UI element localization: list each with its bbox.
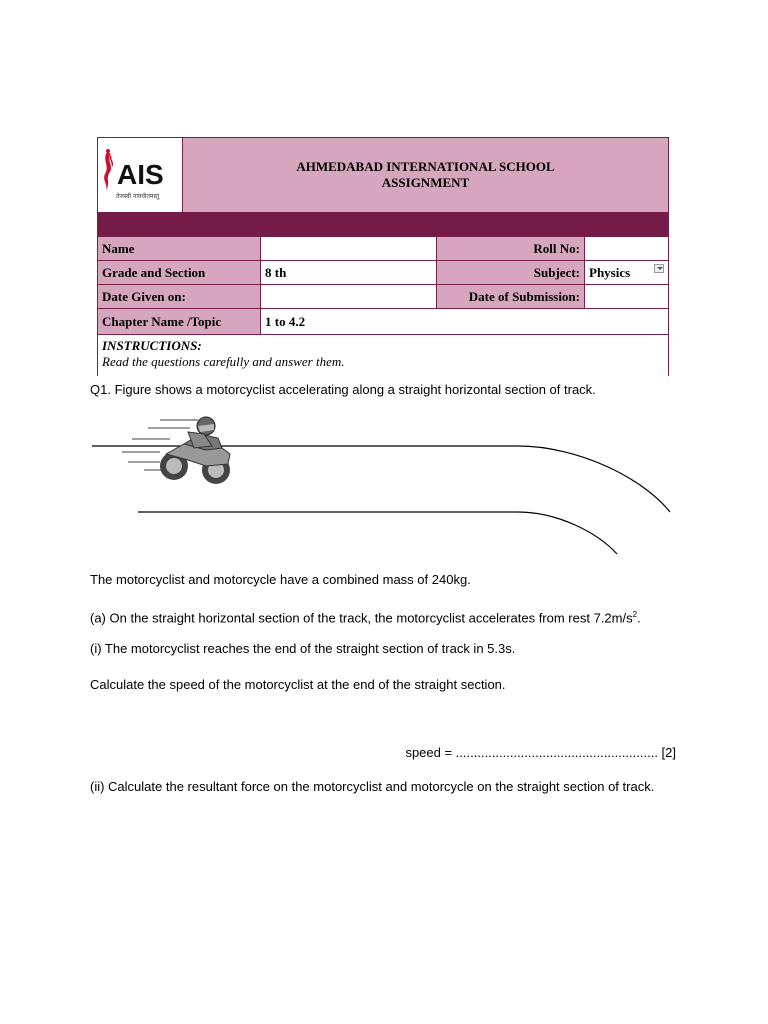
document-type: ASSIGNMENT [381,175,470,190]
name-label: Name [98,237,261,261]
header-band [98,212,668,237]
roll-label: Roll No: [437,237,585,261]
school-title [183,138,668,212]
instructions-box [98,335,668,377]
ais-flame-logo [98,138,183,212]
row-grade [98,261,668,285]
speed-answer-line[interactable]: speed = ........................................................ [2] [405,745,676,760]
part-a-suffix: . [637,610,641,626]
date-given-label: Date Given on: [98,285,261,309]
svg-text:AIS: AIS [117,159,164,190]
subject-select[interactable] [585,261,668,285]
row-date [98,285,668,309]
name-field[interactable] [261,237,437,261]
part-i: (i) The motorcyclist reaches the end of the straight section of track in 5.3s. [90,641,516,656]
dropdown-arrow-icon[interactable] [654,264,664,273]
mass-statement: The motorcyclist and motorcycle have a combined mass of 240kg. [90,572,471,587]
submission-field[interactable] [585,285,668,309]
calculate-speed: Calculate the speed of the motorcyclist at the end of the straight section. [90,677,506,692]
school-logo [98,138,183,212]
grade-field[interactable]: 8 th [261,261,437,285]
chapter-label: Chapter Name /Topic [98,309,261,335]
subject-value: Physics [589,265,631,280]
date-given-field[interactable] [261,285,437,309]
subject-label: Subject: [437,261,585,285]
chapter-field[interactable]: 1 to 4.2 [261,309,668,335]
part-a [90,606,641,627]
row-name [98,237,668,261]
submission-label: Date of Submission: [437,285,585,309]
part-a-text: (a) On the straight horizontal section of the track, the motorcyclist accelerates from rest 7.2m/s [90,610,633,626]
instructions-title: INSTRUCTIONS: [102,338,202,353]
row-chapter [98,309,668,335]
motorcyclist-figure [88,408,678,560]
grade-label: Grade and Section [98,261,261,285]
part-a-superscript: 2 [632,610,638,619]
svg-text:तेजस्वी नावधीतमस्तु: तेजस्वी नावधीतमस्तु [116,193,160,200]
roll-field[interactable] [585,237,668,261]
question-1: Q1. Figure shows a motorcyclist accelerating along a straight horizontal section of track. [90,382,596,397]
instructions-text: Read the questions carefully and answer them. [102,354,345,369]
header-table [97,137,669,376]
part-ii: (ii) Calculate the resultant force on the motorcyclist and motorcycle on the straight section of track. [90,779,655,794]
school-name: AHMEDABAD INTERNATIONAL SCHOOL [296,159,555,174]
